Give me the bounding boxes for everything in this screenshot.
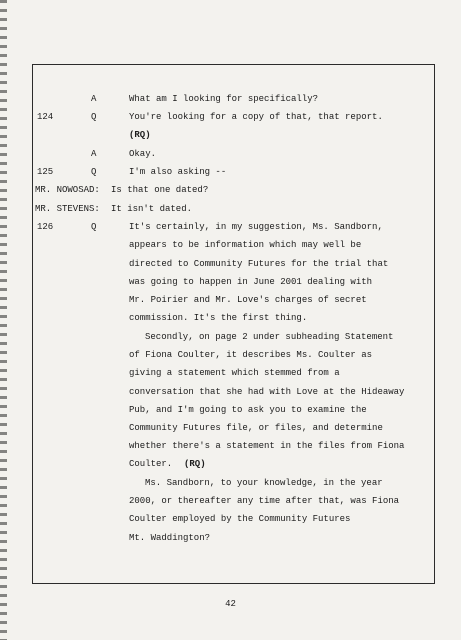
question-number: 126 xyxy=(37,222,54,232)
transcript-line: directed to Community Futures for the trial that xyxy=(129,259,389,269)
speaker-label: MR. STEVENS: xyxy=(35,204,100,214)
transcript-line: Okay. xyxy=(129,149,157,159)
transcript-line: giving a statement which stemmed from a xyxy=(129,368,340,378)
transcript-line: Mr. Poirier and Mr. Love's charges of secret xyxy=(129,295,367,305)
binding-edge xyxy=(0,0,7,640)
transcript-line: commission. It's the first thing. xyxy=(129,313,308,323)
transcript-line: Ms. Sandborn, to your knowledge, in the year xyxy=(145,478,383,488)
question-marker: Q xyxy=(91,222,97,232)
question-marker: Q xyxy=(91,112,97,122)
transcript-line: appears to be information which may well be xyxy=(129,240,362,250)
transcript-line: Pub, and I'm going to ask you to examine the xyxy=(129,405,367,415)
transcript-line: You're looking for a copy of that, that report. xyxy=(129,112,383,122)
speaker-label: MR. NOWOSAD: xyxy=(35,185,100,195)
transcript-line: It isn't dated. xyxy=(111,204,193,214)
transcript-line: I'm also asking -- xyxy=(129,167,227,177)
transcript-line: Is that one dated? xyxy=(111,185,209,195)
transcript-line: 2000, or thereafter any time after that, was Fiona xyxy=(129,496,400,506)
transcript-line: Community Futures file, or files, and determine xyxy=(129,423,383,433)
transcript-line: Coulter employed by the Community Futures xyxy=(129,514,351,524)
answer-marker: A xyxy=(91,94,97,104)
question-number: 125 xyxy=(37,167,54,177)
transcript-line: whether there's a statement in the files from Fiona xyxy=(129,441,405,451)
answer-marker: A xyxy=(91,149,97,159)
transcript-line: What am I looking for specifically? xyxy=(129,94,319,104)
request-tag: (RQ) xyxy=(129,130,151,140)
transcript-line: Mt. Waddington? xyxy=(129,533,211,543)
request-tag: (RQ) xyxy=(184,459,206,469)
transcript-line: Secondly, on page 2 under subheading Statement xyxy=(145,332,394,342)
transcript-line: conversation that she had with Love at the Hideaway xyxy=(129,387,405,397)
question-marker: Q xyxy=(91,167,97,177)
question-number: 124 xyxy=(37,112,54,122)
transcript-line: of Fiona Coulter, it describes Ms. Coulter as xyxy=(129,350,373,360)
transcript-line: It's certainly, in my suggestion, Ms. Sandborn, xyxy=(129,222,383,232)
transcript-line: Coulter. xyxy=(129,459,173,469)
page-number: 42 xyxy=(225,599,236,609)
transcript-line: was going to happen in June 2001 dealing with xyxy=(129,277,373,287)
